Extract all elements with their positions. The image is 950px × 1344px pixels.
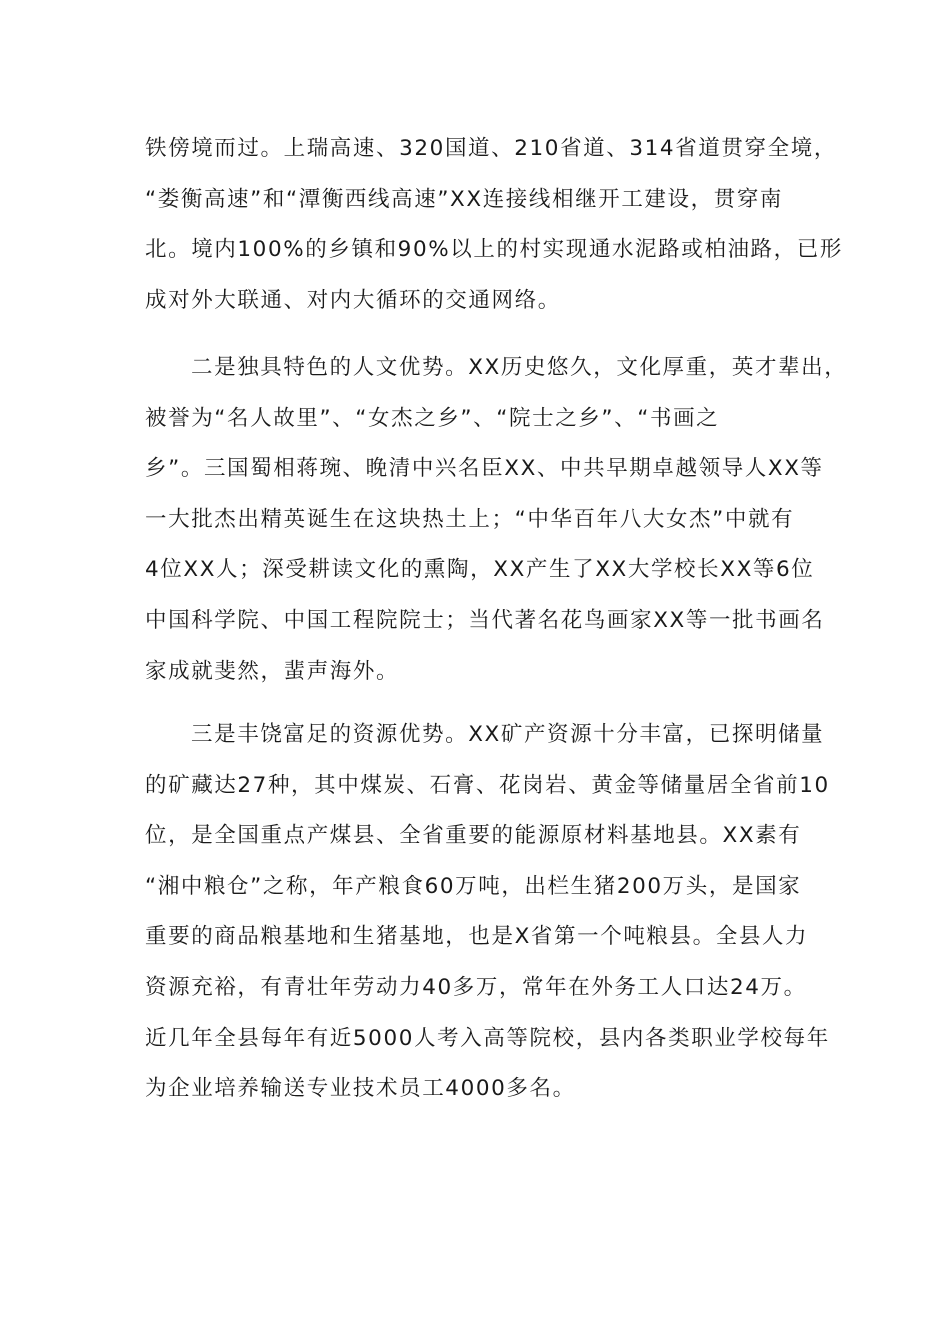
text-line: 三是丰饶富足的资源优势。XX矿产资源十分丰富，已探明储量 bbox=[191, 722, 825, 747]
text-line: 为企业培养输送专业技术员工4000多名。 bbox=[145, 1076, 576, 1102]
paragraph-resources bbox=[145, 710, 830, 1115]
text-line: 的矿藏达27种，其中煤炭、石膏、花岗岩、黄金等储量居全省前10 bbox=[145, 772, 830, 798]
text-line: 铁傍境而过。上瑞高速、320国道、210省道、314省道贯穿全境， bbox=[145, 136, 837, 161]
text-line: 乡”。三国蜀相蒋琬、晚清中兴名臣XX、中共早期卓越领导人XX等 bbox=[145, 456, 824, 482]
text-line: 成对外大联通、对内大循环的交通网络。 bbox=[145, 287, 561, 313]
paragraph-culture bbox=[145, 343, 848, 697]
text-line: 资源充裕，有青壮年劳动力40多万，常年在外务工人口达24万。 bbox=[145, 974, 807, 1000]
text-line: 近几年全县每年有近5000人考入高等院校，县内各类职业学校每年 bbox=[145, 1025, 830, 1051]
text-line: “娄衡高速”和“潭衡西线高速”XX连接线相继开工建设，贯穿南 bbox=[145, 186, 784, 212]
text-line: 位，是全国重点产煤县、全省重要的能源原材料基地县。XX素有 bbox=[145, 823, 802, 849]
text-line: 一大批杰出精英诞生在这块热土上；“中华百年八大女杰”中就有 bbox=[145, 506, 795, 532]
text-line: 北。境内100%的乡镇和90%以上的村实现通水泥路或柏油路，已形 bbox=[145, 237, 843, 263]
text-line: 被誉为“名人故里”、“女杰之乡”、“院士之乡”、“书画之 bbox=[145, 405, 720, 431]
text-line: 重要的商品粮基地和生猪基地，也是X省第一个吨粮县。全县人力 bbox=[145, 924, 809, 950]
text-line: 中国科学院、中国工程院院士；当代著名花鸟画家XX等一批书画名 bbox=[145, 607, 825, 633]
paragraph-transport bbox=[145, 124, 843, 326]
text-line: 二是独具特色的人文优势。XX历史悠久，文化厚重，英才辈出， bbox=[191, 355, 848, 380]
text-line: 4位XX人；深受耕读文化的熏陶，XX产生了XX大学校长XX等6位 bbox=[145, 557, 815, 583]
text-line: “湘中粮仓”之称，年产粮食60万吨，出栏生猪200万头，是国家 bbox=[145, 873, 802, 899]
text-line: 家成就斐然，蜚声海外。 bbox=[145, 658, 400, 684]
